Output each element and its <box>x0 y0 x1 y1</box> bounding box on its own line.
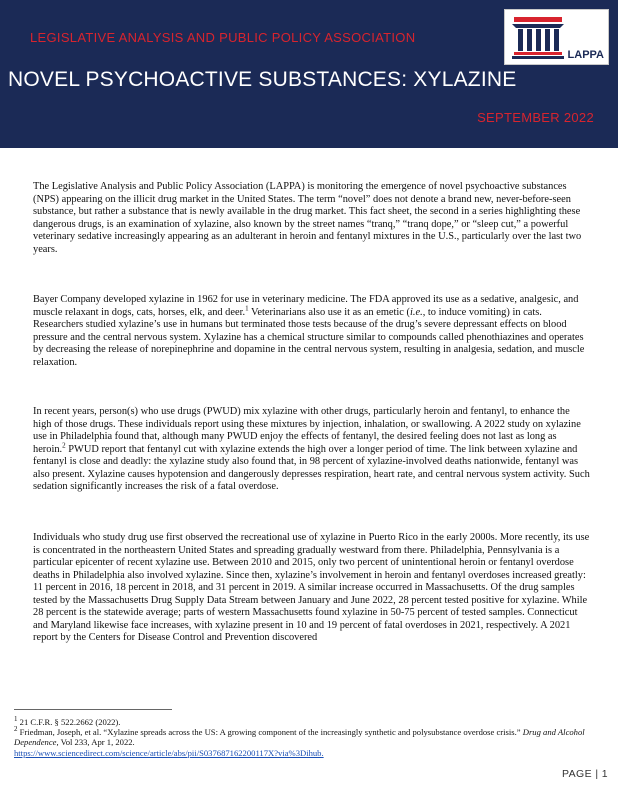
paragraph-pwud: In recent years, person(s) who use drugs (PWUD) mix xylazine with other drugs, particularly heroin and fentanyl, to enhance the high of those drugs. These individuals report using these mixtures by injection, inhalation, or swallowing. A 2022 study on xylazine use in Philadelphia found that, although many PWUD enjoy the effects of fentanyl, the desired feeling does not last as long as heroin.$^2$ PWUD report that fentanyl cut with xylazine extends the high over a longer period of time. The link between xylazine and fentanyl is close and deadly: the xylazine study also found that, in 98 percent of xylazine-involved deaths nationwide, fentanyl was also present. Xylazine causes hypotension and dangerously depresses respiration, heart rate, and central nervous system activity. Such sedation significantly increases the risk of a fatal overdose. <box>33 406 590 492</box>
footnote-2-link[interactable]: https://www.sciencedirect.com/science/article/abs/pii/S037687162200117X?via%3Dihub. <box>14 747 324 758</box>
footnote-ref-2[interactable]: 2 <box>62 441 66 450</box>
org-name: LEGISLATIVE ANALYSIS AND PUBLIC POLICY ASSOCIATION <box>30 30 416 45</box>
paragraph-intro: The Legislative Analysis and Public Policy Association (LAPPA) is monitoring the emergence of novel psychoactive substances (NPS) appearing on the illicit drug market in the United States. The term “novel” does not denote a brand new, never-before-seen substance, but rather a substance that is newly available in the drug market. This fact sheet, the second in a series highlighting these dangerous drugs, is an examination of xylazine, also known by the street names “tranq,” “tranq dope,” or “sleep cut,” a powerful veterinary sedative increasingly appearing as an adulterant in heroin and fentanyl mixtures in the U.S., particularly over the last two years. <box>33 181 582 255</box>
footnote-1: $^1$ 21 C.F.R. § 522.2662 (2022). <box>14 715 121 727</box>
page-title: NOVEL PSYCHOACTIVE SUBSTANCES: XYLAZINE <box>8 68 517 91</box>
footnote-ref-1[interactable]: 1 <box>245 304 249 313</box>
lappa-logo <box>504 9 609 65</box>
publication-date: SEPTEMBER 2022 <box>477 110 594 125</box>
footnote-2: $^2$ Friedman, Joseph, et al. “Xylazine spreads across the US: A growing component of the increasingly synthetic and polysubstance overdose crisis.” Drug and Alcohol Dependence, Vol 233, Apr 1, 2022. https://www.sciencedirect.com/science/article/abs/pii/S037687162200117X?via%3Dihub. <box>14 725 585 758</box>
footnote-divider <box>14 709 172 710</box>
logo-wordmark: LAPPA <box>567 49 604 61</box>
header-band <box>0 0 618 148</box>
footnotes <box>14 717 604 758</box>
columns-logo-icon <box>508 15 568 59</box>
page-number: PAGE | 1 <box>562 768 608 780</box>
paragraph-history: Bayer Company developed xylazine in 1962 for use in veterinary medicine. The FDA approved its use as a sedative, analgesic, and muscle relaxant in dogs, cats, horses, elk, and deer.$^1$ Veterinarians also use it as an emetic (i.e., to induce vomiting) in cats. Researchers studied xylazine’s use in humans but terminated those tests because of the drug’s severe depressant effects on blood pressure and the central nervous system. Xylazine has a chemical structure similar to compounds called phenothiazines and operates by decreasing the release of norepinephrine and dopamine in the central nervous system, resulting in analgesia, sedation, and muscle relaxation. <box>33 294 585 368</box>
paragraph-geography: Individuals who study drug use first observed the recreational use of xylazine in Puerto Rico in the early 2000s. More recently, its use is concentrated in the northeastern United States and spreading gradually westward from there. Philadelphia, Pennsylvania is a particular epicenter of recent xylazine use. Between 2010 and 2015, only two percent of unintentional heroin or fentanyl overdose deaths in Philadelphia also involved xylazine. Since then, xylazine’s involvement in heroin and fentanyl overdoses increased greatly: 11 percent in 2016, 18 percent in 2018, and 31 percent in 2019. A similar increase occurred in Massachusetts. Of the drug samples tested by the Massachusetts Drug Supply Data Stream between January and June 2022, 28 percent tested positive for xylazine. While 28 percent is the statewide average; parts of western Massachusetts found xylazine in 50-75 percent of tested samples. Connecticut and Maryland likewise face increases, with xylazine present in 10 and 19 percent of fatal overdoses in 2021, respectively. A 2021 report by the Centers for Disease Control and Prevention discovered <box>33 532 590 643</box>
